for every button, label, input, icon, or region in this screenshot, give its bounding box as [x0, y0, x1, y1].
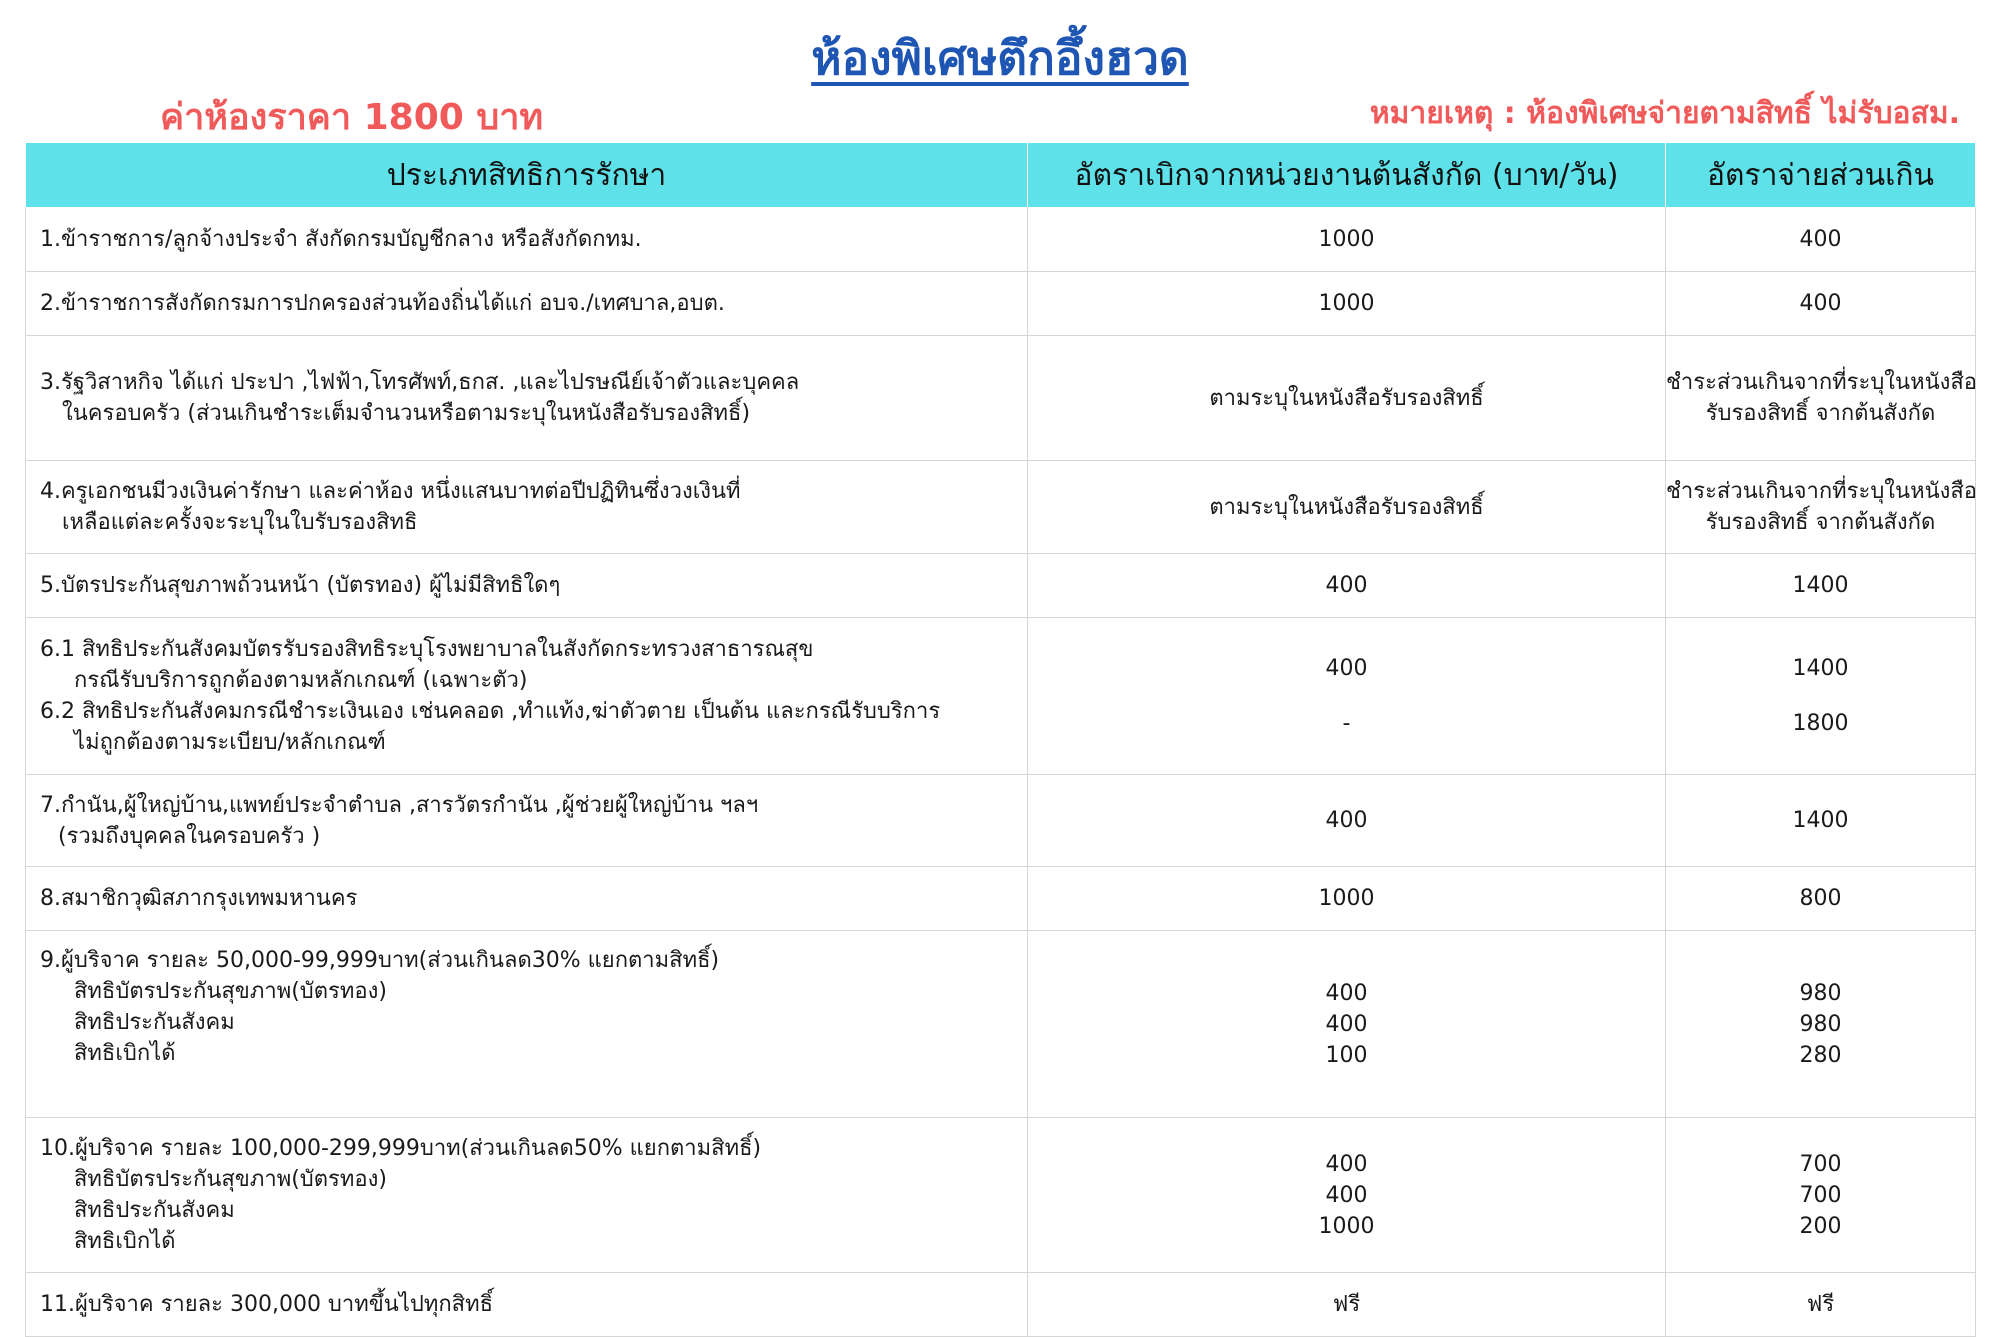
rights-text: 9.ผู้บริจาค รายละ 50,000-99,999บาท(ส่วนเกินลด30% แยกตามสิทธิ์) [40, 948, 720, 973]
reimbursement-value: 400 [1325, 1182, 1368, 1208]
reimbursement-value: 1000 [1318, 227, 1375, 252]
rights-cell [26, 867, 1028, 931]
rights-cell [26, 931, 1028, 1118]
excess-value: 1400 [1792, 573, 1849, 598]
table-row [26, 272, 1976, 336]
excess-value: 800 [1799, 886, 1842, 911]
excess-cell [1666, 618, 1976, 775]
reimbursement-cell [1028, 775, 1666, 867]
excess-cell [1666, 336, 1976, 461]
excess-cell [1666, 931, 1976, 1118]
reimbursement-value: ตามระบุในหนังสือรับรองสิทธิ์ [1209, 494, 1484, 520]
excess-value: 200 [1799, 1213, 1842, 1239]
table-row [26, 1118, 1976, 1273]
rights-text: สิทธิประกันสังคม [74, 1198, 235, 1223]
reimbursement-value: ตามระบุในหนังสือรับรองสิทธิ์ [1209, 385, 1484, 411]
rights-text: 10.ผู้บริจาค รายละ 100,000-299,999บาท(ส่วนเกินลด50% แยกตามสิทธิ์) [40, 1136, 762, 1161]
rights-text: 4.ครูเอกชนมีวงเงินค่ารักษา และค่าห้อง หนึ่งแสนบาทต่อปีปฏิทินซึ่งวงเงินที่ [40, 479, 741, 504]
excess-cell [1666, 272, 1976, 336]
table-row [26, 208, 1976, 272]
table-row [26, 618, 1976, 775]
excess-cell [1666, 208, 1976, 272]
reimbursement-cell [1028, 461, 1666, 554]
reimbursement-value: 400 [1325, 1011, 1368, 1037]
reimbursement-cell [1028, 867, 1666, 931]
reimbursement-value: 1000 [1318, 886, 1375, 911]
rights-cell [26, 554, 1028, 618]
rights-cell [26, 336, 1028, 461]
excess-cell [1666, 1273, 1976, 1337]
table-row [26, 867, 1976, 931]
reimbursement-value: 400 [1325, 808, 1368, 833]
rights-text: 6.1 สิทธิประกันสังคมบัตรรับรองสิทธิระบุโรงพยาบาลในสังกัดกระทรวงสาธารณสุข [40, 637, 814, 662]
rights-text: สิทธิประกันสังคม [74, 1010, 235, 1035]
rights-text: 2.ข้าราชการสังกัดกรมการปกครองส่วนท้องถิ่นได้แก่ อบจ./เทศบาล,อบต. [40, 291, 725, 316]
reimbursement-cell [1028, 618, 1666, 775]
reimbursement-cell [1028, 931, 1666, 1118]
excess-value: 400 [1799, 291, 1842, 316]
rights-cell [26, 1118, 1028, 1273]
rights-text: กรณีรับบริการถูกต้องตามหลักเกณฑ์ (เฉพาะตัว) [74, 668, 528, 693]
rights-text: สิทธิเบิกได้ [74, 1229, 176, 1254]
reimbursement-value: 400 [1325, 1151, 1368, 1177]
excess-value: ชำระส่วนเกินจากที่ระบุในหนังสือ [1666, 479, 1977, 504]
excess-value: 980 [1799, 980, 1842, 1006]
table-row [26, 931, 1976, 1118]
table-row [26, 461, 1976, 554]
reimbursement-cell [1028, 554, 1666, 618]
reimbursement-value: 1000 [1318, 291, 1375, 316]
rights-cell [26, 618, 1028, 775]
excess-value: รับรองสิทธิ์ จากต้นสังกัด [1705, 510, 1936, 535]
excess-cell [1666, 867, 1976, 931]
rights-text: สิทธิบัตรประกันสุขภาพ(บัตรทอง) [74, 979, 387, 1004]
rights-cell [26, 208, 1028, 272]
excess-cell [1666, 554, 1976, 618]
excess-value: 1400 [1792, 656, 1849, 681]
rights-text: สิทธิเบิกได้ [74, 1041, 176, 1066]
rights-text: 11.ผู้บริจาค รายละ 300,000 บาทขึ้นไปทุกสิทธิ์ [40, 1292, 494, 1317]
excess-value: 700 [1799, 1151, 1842, 1177]
excess-value: 1800 [1792, 711, 1849, 736]
rights-cell [26, 1273, 1028, 1337]
reimbursement-value: 400 [1325, 980, 1368, 1006]
rights-text: ไม่ถูกต้องตามระเบียบ/หลักเกณฑ์ [74, 730, 386, 755]
reimbursement-cell [1028, 272, 1666, 336]
excess-cell [1666, 775, 1976, 867]
room-price: ค่าห้องราคา 1800 บาท [160, 97, 544, 138]
reimbursement-value: 100 [1325, 1042, 1368, 1068]
reimbursement-cell [1028, 336, 1666, 461]
rights-text: 8.สมาชิกวุฒิสภากรุงเทพมหานคร [40, 886, 358, 911]
excess-value: ชำระส่วนเกินจากที่ระบุในหนังสือ [1666, 370, 1977, 395]
excess-cell [1666, 1118, 1976, 1273]
note: หมายเหตุ : ห้องพิเศษจ่ายตามสิทธิ์ ไม่รับอสม. [1369, 96, 1960, 131]
column-header-rights: ประเภทสิทธิการรักษา [26, 143, 1028, 208]
reimbursement-value: 400 [1325, 656, 1368, 681]
rights-cell [26, 461, 1028, 554]
excess-value: 280 [1799, 1042, 1842, 1068]
column-header-reimbursement: อัตราเบิกจากหน่วยงานต้นสังกัด (บาท/วัน) [1028, 143, 1666, 208]
table-row [26, 554, 1976, 618]
rights-text: (รวมถึงบุคคลในครอบครัว ) [58, 823, 321, 849]
table-row [26, 336, 1976, 461]
rights-text: 5.บัตรประกันสุขภาพถ้วนหน้า (บัตรทอง) ผู้ไม่มีสิทธิใดๆ [40, 573, 561, 598]
reimbursement-value: 1000 [1318, 1213, 1375, 1239]
rights-cell [26, 272, 1028, 336]
excess-value: รับรองสิทธิ์ จากต้นสังกัด [1705, 401, 1936, 426]
rights-text: ในครอบครัว (ส่วนเกินชำระเต็มจำนวนหรือตามระบุในหนังสือรับรองสิทธิ์) [62, 401, 751, 426]
rights-text: 7.กำนัน,ผู้ใหญ่บ้าน,แพทย์ประจำตำบล ,สารวัตรกำนัน ,ผู้ช่วยผู้ใหญ่บ้าน ฯลฯ [40, 792, 759, 818]
reimbursement-cell [1028, 1118, 1666, 1273]
rates-table [25, 142, 1976, 1337]
page-title: ห้องพิเศษตึกอึ้งฮวด [811, 31, 1189, 85]
table-row [26, 1273, 1976, 1337]
table-row [26, 775, 1976, 867]
excess-value: 400 [1799, 227, 1842, 252]
reimbursement-value: 400 [1325, 573, 1368, 598]
table-header-row [26, 143, 1976, 208]
reimbursement-value: - [1342, 711, 1351, 736]
reimbursement-cell [1028, 208, 1666, 272]
rights-text: 3.รัฐวิสาหกิจ ได้แก่ ประปา ,ไฟฟ้า,โทรศัพท์,ธกส. ,และไปรษณีย์เจ้าตัวและบุคคล [40, 370, 800, 395]
rights-text: สิทธิบัตรประกันสุขภาพ(บัตรทอง) [74, 1167, 387, 1192]
reimbursement-cell [1028, 1273, 1666, 1337]
excess-cell [1666, 461, 1976, 554]
excess-value: 1400 [1792, 808, 1849, 833]
rights-cell [26, 775, 1028, 867]
reimbursement-value: ฟรี [1332, 1292, 1361, 1317]
rights-text: เหลือแต่ละครั้งจะระบุในใบรับรองสิทธิ [62, 510, 418, 535]
rights-text: 1.ข้าราชการ/ลูกจ้างประจำ สังกัดกรมบัญชีกลาง หรือสังกัดกทม. [40, 227, 642, 252]
excess-value: 700 [1799, 1182, 1842, 1208]
rights-text: 6.2 สิทธิประกันสังคมกรณีชำระเงินเอง เช่นคลอด ,ทำแท้ง,ฆ่าตัวตาย เป็นต้น และกรณีรับบริการ [40, 699, 941, 724]
excess-value: 980 [1799, 1011, 1842, 1037]
column-header-excess: อัตราจ่ายส่วนเกิน [1666, 143, 1976, 208]
excess-value: ฟรี [1806, 1292, 1835, 1317]
